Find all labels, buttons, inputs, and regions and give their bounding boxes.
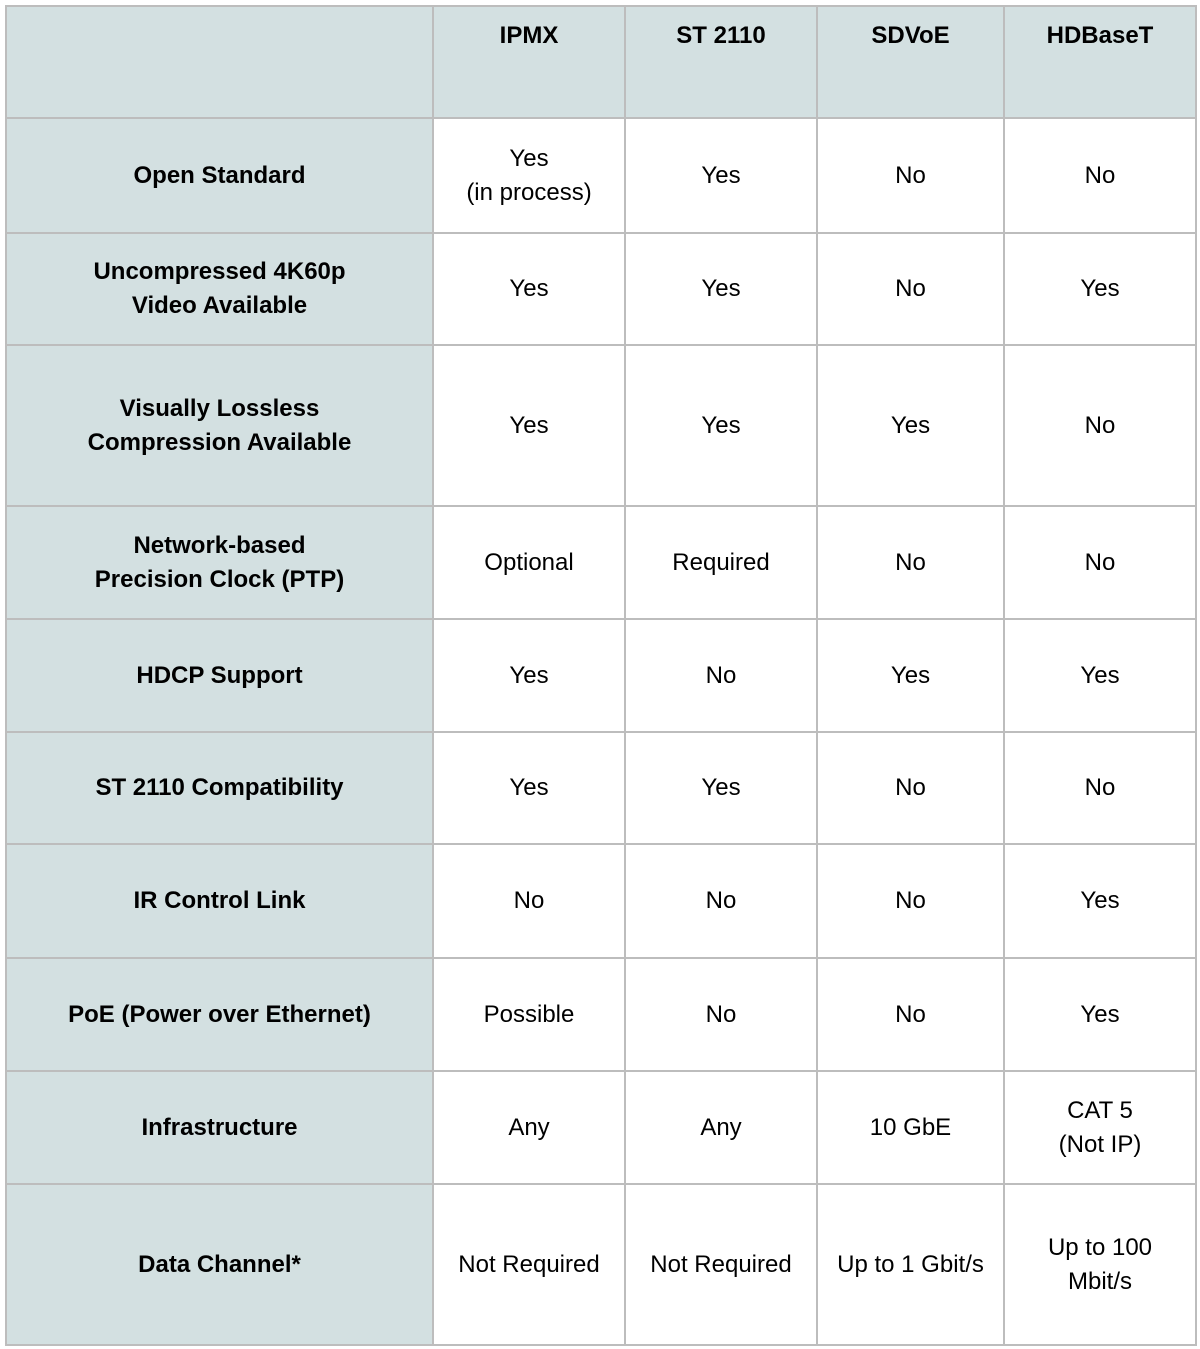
value-cell-hdbaset xyxy=(1004,345,1196,506)
feature-label: Data Channel* xyxy=(138,1250,301,1278)
feature-cell xyxy=(6,118,433,233)
feature-label: Infrastructure xyxy=(141,1113,298,1141)
value-text: No xyxy=(895,774,926,801)
value-cell-sdvoe xyxy=(817,844,1004,958)
value-text: No xyxy=(1084,548,1116,576)
feature-label: Video Available xyxy=(131,292,308,319)
value-text: Mbit/s xyxy=(1067,1267,1132,1295)
value-cell-sdvoe xyxy=(817,732,1004,844)
value-cell-ipmx xyxy=(433,1184,625,1345)
value-text: Not Required xyxy=(650,1250,792,1278)
header-cell-st2110: ST 2110 xyxy=(625,6,817,118)
feature-cell xyxy=(6,233,433,345)
value-text: Up to 1 Gbit/s xyxy=(837,1250,984,1278)
value-cell-sdvoe xyxy=(817,506,1004,619)
value-cell-st2110 xyxy=(625,958,817,1071)
value-cell-hdbaset xyxy=(1004,1071,1196,1184)
value-text: No xyxy=(895,548,926,576)
table-row xyxy=(6,233,1196,345)
feature-label: Network-based xyxy=(133,531,306,559)
value-text: Yes xyxy=(1080,1000,1120,1028)
header-cell-sdvoe: SDVoE xyxy=(817,6,1004,118)
value-text: Possible xyxy=(483,1000,575,1028)
value-text: Yes xyxy=(509,144,549,172)
value-text: No xyxy=(895,1000,926,1028)
comparison-table xyxy=(5,5,1197,1346)
value-text: Not Required xyxy=(458,1250,600,1278)
value-text: Yes xyxy=(509,661,549,689)
value-text: No xyxy=(895,161,926,189)
feature-cell xyxy=(6,506,433,619)
value-cell-ipmx xyxy=(433,958,625,1071)
value-cell-sdvoe xyxy=(817,958,1004,1071)
value-text: No xyxy=(513,887,545,914)
value-cell-sdvoe xyxy=(817,118,1004,233)
value-cell-st2110 xyxy=(625,1071,817,1184)
value-text: Any xyxy=(700,1113,742,1141)
value-cell-hdbaset xyxy=(1004,844,1196,958)
value-cell-sdvoe xyxy=(817,1071,1004,1184)
feature-cell xyxy=(6,619,433,732)
value-text: (Not IP) xyxy=(1058,1130,1142,1158)
value-cell-ipmx xyxy=(433,118,625,233)
value-cell-ipmx xyxy=(433,506,625,619)
table-row xyxy=(6,619,1196,732)
value-text: Yes xyxy=(509,411,549,439)
table-row xyxy=(6,1071,1196,1184)
value-text: Yes xyxy=(1080,275,1120,302)
table-row xyxy=(6,506,1196,619)
value-cell-hdbaset xyxy=(1004,1184,1196,1345)
value-text: 10 GbE xyxy=(869,1113,952,1141)
table-row xyxy=(6,345,1196,506)
value-text: Yes xyxy=(1080,887,1120,914)
header-cell-hdbaset: HDBaseT xyxy=(1004,6,1196,118)
value-cell-ipmx xyxy=(433,619,625,732)
value-cell-ipmx xyxy=(433,1071,625,1184)
feature-label: IR Control Link xyxy=(133,887,306,914)
value-text: No xyxy=(705,661,737,689)
value-text: Yes xyxy=(701,161,741,189)
table-row xyxy=(6,732,1196,844)
value-text: Yes xyxy=(509,275,549,302)
header-row xyxy=(6,6,1196,118)
value-text: Any xyxy=(508,1113,550,1141)
value-cell-sdvoe xyxy=(817,619,1004,732)
feature-cell xyxy=(6,844,433,958)
feature-cell xyxy=(6,1071,433,1184)
value-cell-sdvoe xyxy=(817,1184,1004,1345)
value-cell-hdbaset xyxy=(1004,619,1196,732)
value-text: Yes xyxy=(701,774,741,801)
feature-label: Uncompressed 4K60p xyxy=(93,258,346,285)
value-text: No xyxy=(705,887,737,914)
value-text: No xyxy=(1084,774,1116,801)
feature-label: Compression Available xyxy=(87,428,352,456)
table-row xyxy=(6,1184,1196,1345)
table-row xyxy=(6,958,1196,1071)
table-body xyxy=(6,118,1196,1345)
value-cell-hdbaset xyxy=(1004,118,1196,233)
feature-label: Visually Lossless xyxy=(119,394,320,422)
value-text: Yes xyxy=(890,411,931,439)
value-cell-hdbaset xyxy=(1004,233,1196,345)
value-cell-st2110 xyxy=(625,1184,817,1345)
feature-label: PoE (Power over Ethernet) xyxy=(68,1000,371,1028)
header-cell-empty xyxy=(6,6,433,118)
value-text: No xyxy=(895,275,926,302)
feature-cell xyxy=(6,345,433,506)
value-text: No xyxy=(895,887,926,914)
value-text: Optional xyxy=(484,548,574,576)
value-cell-st2110 xyxy=(625,118,817,233)
table-row xyxy=(6,118,1196,233)
value-cell-st2110 xyxy=(625,233,817,345)
value-cell-hdbaset xyxy=(1004,958,1196,1071)
value-text: Yes xyxy=(701,411,741,439)
value-text: Required xyxy=(672,548,770,576)
value-cell-hdbaset xyxy=(1004,732,1196,844)
value-text: No xyxy=(1084,411,1116,439)
value-cell-ipmx xyxy=(433,844,625,958)
feature-label: ST 2110 Compatibility xyxy=(95,774,344,801)
feature-cell xyxy=(6,732,433,844)
feature-label: Precision Clock (PTP) xyxy=(94,565,345,593)
header-cell-ipmx: IPMX xyxy=(433,6,625,118)
feature-label: Open Standard xyxy=(133,161,306,189)
value-cell-sdvoe xyxy=(817,233,1004,345)
value-cell-st2110 xyxy=(625,345,817,506)
value-cell-st2110 xyxy=(625,506,817,619)
feature-cell xyxy=(6,1184,433,1345)
value-text: Up to 100 xyxy=(1047,1233,1153,1261)
value-text: Yes xyxy=(890,661,931,689)
value-text: Yes xyxy=(509,774,549,801)
value-cell-st2110 xyxy=(625,844,817,958)
value-text: No xyxy=(1084,161,1116,189)
value-cell-ipmx xyxy=(433,345,625,506)
value-cell-hdbaset xyxy=(1004,506,1196,619)
value-cell-ipmx xyxy=(433,732,625,844)
value-text: CAT 5 xyxy=(1067,1096,1133,1124)
feature-cell xyxy=(6,958,433,1071)
value-cell-ipmx xyxy=(433,233,625,345)
table-row xyxy=(6,844,1196,958)
value-text: (in process) xyxy=(466,178,592,206)
value-cell-st2110 xyxy=(625,619,817,732)
value-text: Yes xyxy=(1080,661,1120,689)
value-text: Yes xyxy=(701,275,741,302)
value-cell-sdvoe xyxy=(817,345,1004,506)
value-text: No xyxy=(705,1000,737,1028)
value-cell-st2110 xyxy=(625,732,817,844)
feature-label: HDCP Support xyxy=(136,661,303,689)
